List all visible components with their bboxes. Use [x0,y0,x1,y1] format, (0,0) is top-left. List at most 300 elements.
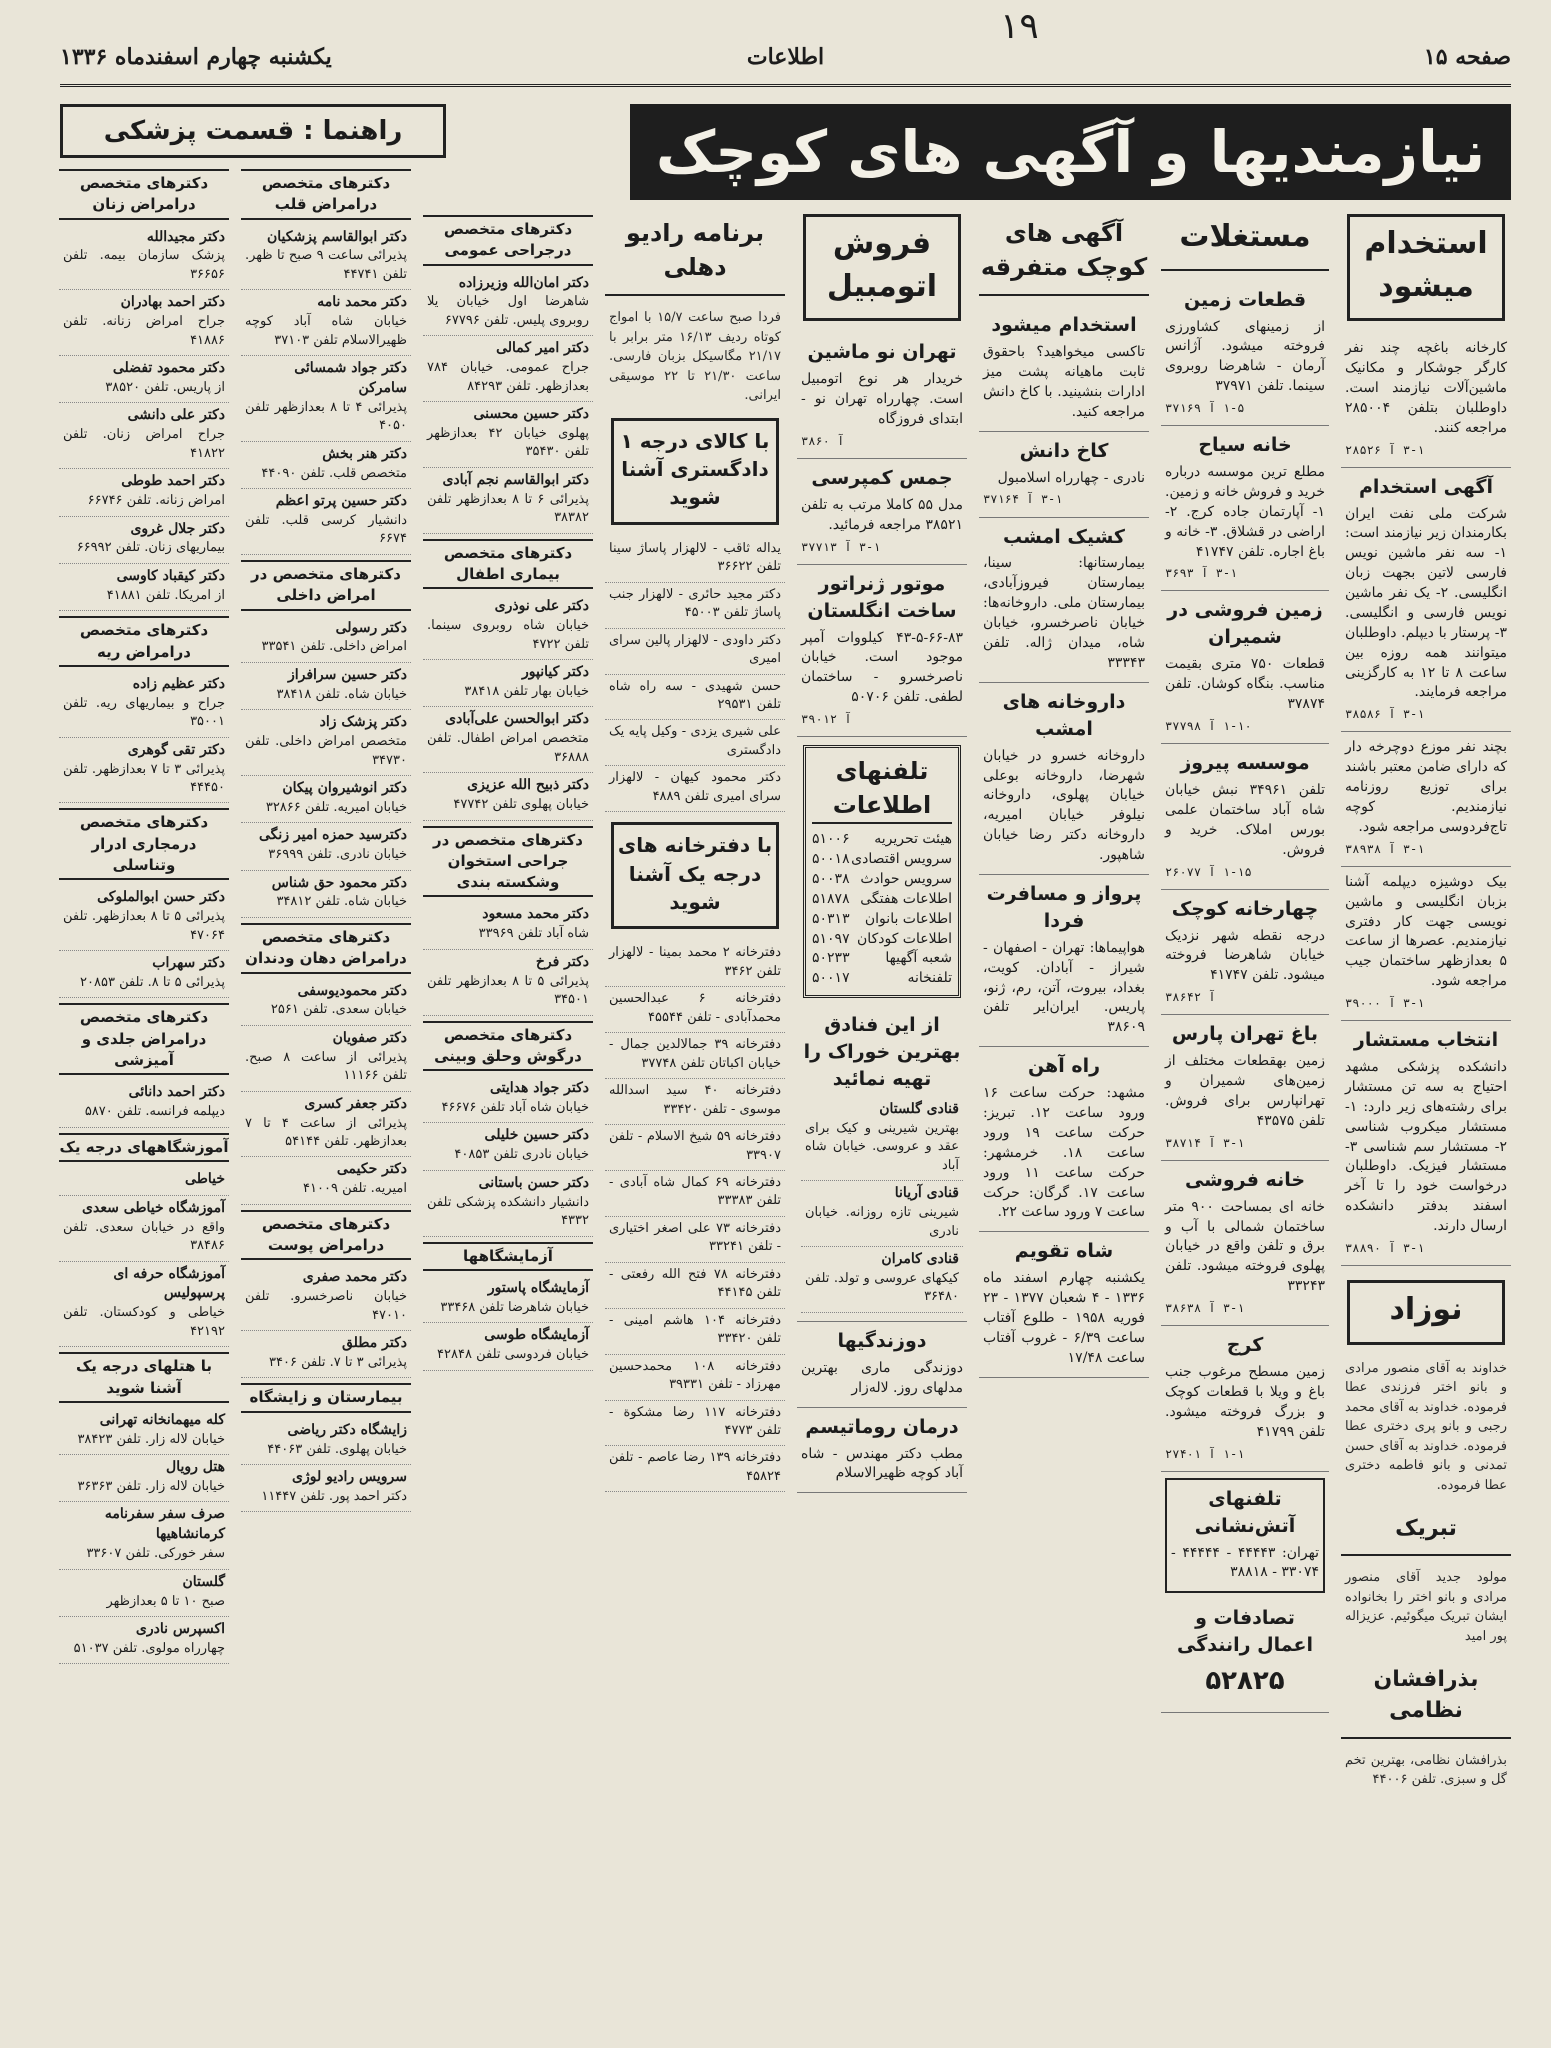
doctor-name: دکتر علی دانشی [127,407,225,424]
doctor-details: دکتر احمد پور. تلفن ۱۱۴۴۷ [261,1488,407,1504]
doctor-listing [241,1265,411,1331]
phone-number: ۵۱۰۹۷ [812,930,850,947]
ad-code: ۱-۱۰ آ ۳۷۷۹۸ [1165,719,1252,734]
specialty-heading: دکترهای متخصص درجراحی عمومی [423,215,593,266]
army-heading: بذرافشان نظامی [1341,1658,1511,1738]
doctor-name: دکتر محمد صفری [302,1269,407,1286]
ad-code: آ ۳۹۰۱۲ [801,712,852,726]
ad-code: ۳-۱ آ ۳۸۹۳۸ [1345,841,1425,856]
doctor-name: دکتر محمودیوسفی [297,982,407,999]
doctor-listing [241,776,411,823]
doctor-name: دکتر امان‌الله وزیرزاده [458,274,589,291]
specialty-heading: دکترهای متخصص درگوش وحلق وبینی [423,1021,593,1072]
doctor-name: دکتر حسین سرافراز [287,666,407,683]
doctor-listing [241,1026,411,1092]
classified-ad [979,518,1149,683]
doctor-details: خیابان سعدی. تلفن ۲۵۶۱ [270,1002,407,1018]
accident-number: ۵۲۸۲۵ [1205,1666,1285,1697]
doctor-details: چهارراه مولوی. تلفن ۵۱۰۳۷ [73,1640,225,1656]
doctor-details: پذیرائی ۳ تا ۷ بعدازظهر. تلفن ۴۴۴۵۰ [63,761,226,795]
doctor-listing [59,1196,229,1262]
ad-code: ۳-۱ آ ۳۸۶۳۸ [1165,1301,1245,1316]
ad-body: قطعات ۷۵۰ متری بقیمت مناسب. بنگاه کوشان. تلفن ۳۷۸۷۴ [1165,656,1325,713]
doctor-name: دکتر حسن باستانی [478,1174,589,1191]
ad-title: قطعات زمین [1183,288,1307,311]
notary-listing: دفترخانه ۶۹ کمال شاه آبادی - تلفن ۳۳۳۸۳ [605,1171,785,1217]
doctor-details: خیابان لاله زار. تلفن ۳۶۳۶۳ [77,1479,225,1495]
doctor-listing [241,1418,411,1465]
doctor-details: خیابان شاه آباد کوچه ظهیرالاسلام تلفن ۳۷۱۰۳ [245,314,407,348]
ad-body: مشهد: حرکت ساعت ۱۶ ورود ساعت ۱۲. تبریز: حرکت ساعت ۱۹ ورود ساعت ۱۸. خرمشهر: حرکت ساعت ۱۱ ورود ساعت ۱۷. گرگان: حرکت ساعت ۷ ورود ساعت ۲۲. [983,1085,1146,1221]
doctor-listing [423,271,593,337]
doctor-details: شاهرضا اول خیابان یلا روبروی پلیس. تلفن ۶۷۷۹۶ [427,294,589,328]
ad-body: زمین مسطح مرغوب جنب باغ و ویلا با قطعات کوچک و بزرگ فروخته میشود. تلفن ۴۱۷۹۹ [1165,1364,1325,1440]
notary-listing: دفترخانه ۴۰ سید اسدالله موسوی - تلفن ۳۳۴۲۰ [605,1079,785,1125]
doctor-listing [59,1617,229,1664]
doctor-details: جراح عمومی. خیابان ۷۸۴ بعدازظهر. تلفن ۸۴۲۹۳ [427,360,589,394]
doctor-name: آزمایشگاه طوسی [484,1327,589,1344]
doctor-listing [423,1123,593,1170]
fire-numbers: تهران: ۴۴۴۴۳ - ۴۴۴۴۴ - ۳۳۰۷۴ - ۳۸۸۱۸ [1171,1544,1319,1581]
column-misc [979,210,1149,2018]
ad-title: جمس کمپرسی [811,466,953,489]
doctor-name: دکتر محمود تفضلی [112,360,225,377]
classified-ad [979,432,1149,518]
doctor-details: خیابان نادری تلفن ۴۰۸۵۳ [454,1147,589,1163]
ad-title: راه آهن [1027,1055,1101,1078]
notary-heading: با دفترخانه های درجه یک آشنا شوید [611,822,779,929]
phone-row [812,969,952,989]
column-doctors-1 [423,210,593,2018]
doctor-name: خیاطی [185,1170,225,1187]
classified-ad [1341,468,1511,733]
pastry-title: از این فنادق بهترین خوراک را تهیه نمائید [803,1014,961,1091]
column-employment [1341,210,1511,2018]
ad-body: داروخانه خسرو در خیابان شهرضا، داروخانه بوعلی خیابان پهلوی، داروخانه نیلوفر خیابان امیریه، داروخانه دکتر رضا خیابان شاهپور. [983,747,1145,864]
phone-row [812,949,952,969]
radio-text: فردا صبح ساعت ۱۵/۷ با امواج کوتاه ردیف ۱۶/۱۳ متر برابر با ۲۱/۱۷ مگاسیکل بزبان فارسی. ساعت ۲۱/۳۰ تا ۲۲ موسیقی ایرانی. [609,310,781,404]
fire-phones [1165,1478,1325,1594]
ad-code: ۳-۱ آ ۳۶۹۳ [1165,566,1238,581]
classified-ad [1341,867,1511,1021]
doctor-listing [423,1171,593,1237]
doctor-name: دکتر هنر بخش [322,445,407,462]
ad-body: خانه ای بمساحت ۹۰۰ متر ساختمان شمالی با آب و برق و تلفن واقع در خیابان پهلوی فروخته میشود. تلفن ۳۳۲۴۳ [1165,1198,1325,1295]
specialty-heading: دکترهای متخصص درامراض دهان ودندان [241,923,411,974]
classified-ad [979,683,1149,875]
doctor-name: صرف سفر سفرنامه کرمانشاهیها [104,1506,225,1543]
lawyer-listing: یداله ثاقب - لالهزار پاساژ سینا تلفن ۳۶۶۲۲ [605,537,785,583]
doctor-details: صبح ۱۰ تا ۵ بعدازظهر [106,1593,225,1609]
pastry-details: کیکهای عروسی و تولد. تلفن ۳۶۴۸۰ [805,1270,959,1305]
calendar-text: یکشنبه چهارم اسفند ماه ۱۳۳۶ - ۴ شعبان ۱۳۷۷ - ۲۳ فوریه ۱۹۵۸ - طلوع آفتاب ساعت ۶/۳۹ - غروب آفتاب ساعت ۱۷/۴۸ [983,1270,1145,1366]
phone-row [812,830,952,850]
doctor-listing [241,710,411,776]
ad-title: خانه فروشی [1184,1168,1306,1191]
masthead [60,36,1511,87]
doctor-details: پذیرائی ۵ تا ۸ بعدازظهر. تلفن ۴۷۰۶۴ [63,909,226,943]
phone-row [812,850,952,870]
doctor-details: پزشک سازمان بیمه. تلفن ۳۶۶۵۶ [63,248,225,282]
classified-ad [1161,890,1329,1016]
ad-title: چهارخانه کوچک [1171,897,1319,920]
phone-number: ۵۱۰۰۶ [812,831,850,848]
doctor-name: دکتر حسین خلیلی [484,1127,589,1144]
tailor-title: دوزندگیها [837,1329,927,1352]
doctor-listing [241,1465,411,1512]
specialty-heading: دکترهای متخصص درمجاری ادرار وتناسلی [59,808,229,880]
classified-ad [1161,281,1329,427]
doctor-listing [59,1455,229,1502]
rheumatism-title: درمان روماتیسم [805,1415,959,1438]
column-real-estate [1161,210,1329,2018]
notary-listing: دفترخانه ۵۹ شیخ الاسلام - تلفن ۳۳۹۰۷ [605,1125,785,1171]
doctor-details: دیپلمه فرانسه. تلفن ۵۸۷۰ [84,1104,225,1120]
doctor-details: سفر خورکی. تلفن ۳۳۶۰۷ [86,1546,225,1562]
doctor-listing [241,356,411,442]
section-title: نیازمندیها و آگهی های کوچک [630,104,1511,200]
calendar-box [979,1232,1149,1377]
ad-title: آگهی استخدام [1358,475,1493,498]
pastry-shop [801,1097,963,1181]
ad-code: ۱-۱۵ آ ۲۶۰۷۷ [1165,864,1252,879]
doctor-name: دکتر رسولی [335,619,407,636]
doctor-details: خیابان فردوسی تلفن ۴۲۸۴۸ [437,1347,589,1363]
lawyers-heading: با کالای درجه ۱ دادگستری آشنا شوید [611,418,779,525]
specialty-heading: دکترهای متخصص در جراحی استخوان وشکسته بندی [423,826,593,898]
ad-title: پرواز و مسافرت فردا [986,882,1142,932]
notary-listing: دفترخانه ۷۸ فتح الله رفعتی - تلفن ۴۴۱۴۵ [605,1263,785,1309]
doctor-name: دکتر محمد مسعود [482,906,589,923]
ad-title: انتخاب مستشار [1353,1029,1499,1052]
doctor-listing [59,517,229,564]
doctor-name: دکتر مطلق [341,1335,407,1352]
lawyer-listing: دکتر داودی - لالهزار پالین سرای امیری [605,629,785,675]
specialty-heading: دکترهای متخصص در امراض داخلی [241,560,411,611]
notary-listing: دفترخانه ۱۳۹ رضا عاصم - تلفن ۴۵۸۲۴ [605,1446,785,1492]
pastry-name: قنادی آریانا [894,1185,959,1202]
notary-listing: دفترخانه ۱۱۷ رضا مشکوة - تلفن ۴۷۷۳ [605,1401,785,1447]
tailor-text: دوزندگی ماری بهترین مدلهای روز. لاله‌زار [801,1359,963,1396]
doctor-name: دکتر تقی گوهری [127,741,225,758]
doctor-name: هتل رویال [166,1459,225,1476]
ad-body: مدل ۵۵ کاملا مرتب به تلفن ۳۸۵۲۱ مراجعه فرمائید. [801,496,963,533]
doctor-details: پذیرائی ساعت ۹ صبح تا ظهر. تلفن ۴۴۷۴۱ [245,248,407,282]
doctor-details: خیابان شاه روبروی سینما. تلفن ۴۷۲۲ [427,618,589,652]
ad-body: بچند نفر موزع دوچرخه دار که دارای ضامن معتبر باشند برای توزیع روزنامه نیازمندیم. کوچه تاج‌فردوسی مراجعه شود. [1345,739,1507,835]
doctor-listing [423,660,593,707]
phone-row [812,870,952,890]
doctor-name: دکتر جواد هدایتی [489,1080,589,1097]
doctor-name: آزمایشگاه پاستور [487,1279,589,1296]
pastry-shop [801,1181,963,1247]
ad-body: تلفن ۳۴۹۶۱ نبش خیابان شاه آباد ساختمان علمی بورس املاک. خرید و فروش. [1165,782,1325,858]
doctor-details: پذیرائی ۵ تا ۸ بعدازظهر تلفن ۳۴۵۰۱ [427,973,589,1008]
doctor-name: دکتر جلال غروی [130,520,225,537]
specialty-heading: دکترهای متخصص درامراض قلب [241,169,411,220]
pastry-section [797,1006,967,1322]
tailor-ad [797,1322,967,1408]
doctor-name: دکتر امیر کمالی [496,340,589,357]
doctor-details: شاه آباد تلفن ۳۳۹۶۹ [478,926,589,942]
doctor-details: متخصص امراض داخلی. تلفن ۳۴۷۳۰ [245,734,407,768]
doctor-details: خیاطی و کودکستان. تلفن ۴۲۱۹۲ [63,1305,225,1339]
doctor-listing [423,1076,593,1123]
phone-label: اطلاعات هفتگی [860,890,952,907]
doctor-listing [59,1080,229,1127]
specialty-heading: دکترهای متخصص درامراض ریه [59,616,229,667]
doctor-details: بیماریهای زنان. تلفن ۶۶۹۹۲ [76,540,225,556]
doctor-listing [423,468,593,534]
column-doctors-2 [241,164,411,2018]
doctor-details: پذیرائی ۶ تا ۸ بعدازظهر تلفن ۳۸۳۸۲ [427,491,589,526]
doctor-details: خیابان شاه. تلفن ۳۴۸۱۲ [276,894,407,910]
ad-title: کاخ دانش [1019,439,1109,462]
doctor-name: دکتر کیانپور [522,664,589,681]
ad-body: تاکسی میخواهید؟ باحقوق ثابت ماهیانه پشت میز ادارات بنشینید. با کاخ دانش مراجعه کنید. [983,344,1145,420]
fire-title: تلفنهای آتش‌نشانی [1194,1487,1296,1537]
ad-code: ۳-۱ آ ۳۹۰۰۰ [1345,996,1425,1010]
phone-label: سرویس حوادث [860,870,952,887]
doctor-listing [59,672,229,738]
radio-heading: برنامه رادیو دهلی [605,210,785,296]
doctor-name: دکتر حکیمی [336,1161,407,1178]
doctor-details: از امریکا. تلفن ۴۱۸۸۱ [106,587,225,603]
pastry-details: بهترین شیرینی و کیک برای عقد و عروسی. خیابان شاه آباد [805,1120,959,1173]
doctor-details: خیابان پهلوی. تلفن ۴۴۰۶۳ [267,1441,407,1457]
handwritten-mark: ۱۹ [1000,6,1039,47]
doctor-details: متخصص قلب. تلفن ۴۴۰۹۰ [261,465,407,481]
ad-body: بیک دوشیزه دیپلمه آشنا بزبان انگلیسی و ماشین نویسی جهت کار دفتری نیازمندیم. عصرها از ساعت ۵ بعدازظهر ساختمان جیب مراجعه شود. [1345,873,1507,990]
doctor-details: جراح امراض زنان. تلفن ۴۱۸۲۲ [63,427,225,461]
doctor-listing [241,663,411,710]
doctor-listing [241,1157,411,1204]
doctor-listing [59,290,229,356]
doctor-listing [59,1167,229,1196]
classified-ad [1341,732,1511,866]
doctor-name: زایشگاه دکتر ریاضی [287,1421,407,1438]
lawyer-listing: دکتر محمود کیهان - لالهزار سرای امیری تلفن ۴۸۸۹ [605,766,785,812]
doctor-name: دکتر عظیم زاده [132,675,225,692]
ad-title: کرج [1226,1334,1264,1357]
doctor-listing [59,951,229,998]
doctor-details: خیابان شاه آباد تلفن ۴۶۶۷۶ [441,1100,589,1115]
column-doctors-3 [59,164,229,2018]
doctor-details: پذیرائی از ساعت ۴ تا ۷ بعدازظهر. تلفن ۵۴۱۴۴ [245,1115,407,1149]
doctor-listing [241,442,411,489]
army-text: بذرافشان نظامی، بهترین تخم گل و سبزی. تلفن ۴۴۰۰۶ [1345,1752,1507,1788]
doctor-details: خیابان نادری. تلفن ۳۶۹۹۹ [268,847,407,863]
doctor-listing [59,1262,229,1348]
ad-body: دانشکده پزشکی مشهد احتیاج به سه تن مستشار برای رشته‌های زیر دارد: ۱- مستشار میکروب شناسی ۲- مستشار سم شناسی ۳- مستشار فیزیک. داوطلبان درخواست خود را تا آخر اسفند بدفتر دانشکده ارسال دارند. [1345,1059,1507,1234]
notary-listing: دفترخانه ۶ عبدالحسین محمدآبادی - تلفن ۴۵۵۴۴ [605,987,785,1033]
pastry-name: قنادی کامران [881,1251,959,1268]
ad-title: خانه سیاح [1198,434,1292,457]
ad-code: ۳-۱ آ ۳۸۵۸۶ [1345,707,1425,722]
specialty-heading: دکترهای متخصص درامراض جلدی و آمیزشی [59,1003,229,1075]
classified-ad [1161,1326,1329,1472]
doctor-name: دکتر جواد شمسائی سامرکن [294,360,407,397]
ad-code: ۳-۱ آ ۳۷۱۶۴ [983,492,1063,507]
doctor-name: دکتر حسین پرتو اعظم [275,493,407,510]
lawyer-listing: دکتر مجید حائری - لالهزار جنب پاساژ تلفن ۴۵۰۰۳ [605,583,785,629]
phone-label: اطلاعات بانوان [864,910,952,927]
phone-label: سرویس اقتصادی [851,851,952,868]
specialty-heading: با هتلهای درجه یک آشنا شوید [59,1352,229,1403]
ad-title: کشیک امشب [1003,525,1125,548]
doctor-details: پذیرائی از ساعت ۸ صبح. تلفن ۱۱۱۶۶ [245,1049,407,1084]
doctor-details: امراض داخلی. تلفن ۳۳۵۴۱ [261,639,407,655]
classified-ad [1341,333,1511,467]
column-cars [797,210,967,2018]
phone-label: شعبه آگهیها [885,950,952,967]
ad-code: ۱-۵ آ ۳۷۱۶۹ [1165,401,1245,416]
phone-label: تلفنخانه [907,970,952,987]
phone-label: اطلاعات کودکان [857,930,952,947]
ad-code: ۳-۱ آ ۳۷۷۱۳ [801,539,881,554]
doctor-name: دکتر احمد دانائی [128,1084,225,1101]
doctor-listing [59,564,229,611]
notary-listing: دفترخانه ۳۹ جمالالدین جمال - خیابان اکباتان تلفن ۳۷۷۴۸ [605,1033,785,1079]
doctor-details: از پاریس. تلفن ۳۸۵۲۰ [105,380,225,396]
classified-ad [797,333,967,459]
doctor-name: کله میهمانخانه تهرانی [99,1411,225,1428]
doctor-listing [423,336,593,402]
phone-row [812,890,952,910]
doctor-listing [59,1502,229,1569]
doctor-listing [241,225,411,291]
ad-title: تهران نو ماشین [807,341,957,364]
doctor-name: دکتر ابوالقاسم پزشکیان [266,228,407,245]
pastry-details: شیرینی تازه روزانه. خیابان نادری [805,1205,959,1239]
congrats-heading: تبریک [1341,1507,1511,1556]
pastry-shop [801,1247,963,1313]
doctor-listing [423,402,593,468]
doctor-name: دکتر محمد نامه [317,294,407,311]
doctor-details: جراح امراض زنانه. تلفن ۴۱۸۸۶ [63,314,225,348]
doctor-name: دکتر احمد بهادران [120,294,225,311]
doctor-details: پهلوی خیابان ۴۲ بعدازظهر تلفن ۳۵۴۳۰ [427,426,589,460]
column-heading: آگهی های کوچک متفرقه [979,210,1149,296]
doctor-details: متخصص امراض اطفال. تلفن ۳۶۸۸۸ [427,731,589,765]
ad-title: موسسه پیروز [1180,752,1310,775]
doctor-name: دکتر انوشیروان پیکان [282,779,407,796]
phone-label: هیئت تحریریه [874,831,952,848]
doctor-name: اکسپرس نادری [135,1621,225,1638]
doctor-listing [241,489,411,555]
calendar-title: شاه تقویم [1014,1240,1114,1263]
birth-heading: نوزاد [1347,1280,1505,1345]
doctor-details: خیابان امیریه. تلفن ۳۲۸۶۶ [265,799,407,815]
ad-body: ۴۳-۵-۶۶-۸۳ کیلووات آمپر موجود است. خیابان ناصرخسرو - ساختمان لطفی. تلفن ۵۰۷۰۶ [801,629,963,706]
specialty-heading: دکترهای متخصص درامراض پوست [241,1210,411,1261]
phone-row [812,930,952,950]
doctor-listing [423,950,593,1016]
classified-ad [979,1047,1149,1232]
ad-title: زمین فروشی در شمیران [1167,599,1323,649]
classified-ad [1161,591,1329,744]
ad-title: استخدام میشود [991,314,1137,337]
ad-code: آ ۳۸۶۴۲ [1165,990,1216,1005]
lawyer-listing: حسن شهیدی - سه راه شاه تلفن ۲۹۵۳۱ [605,675,785,721]
ad-body: شرکت ملی نفت ایران بکارمندان زیر نیازمند است: ۱- سه نفر ماشین نویس فارسی لاتین بجهت زبان انگلیسی. ۲- یک نفر ماشین نویس فارسی و انگلیسی. ۳- پرستار با دیپلم. داوطلبان میتوانند همه روزه بین ساعت ۸ تا ۱۲ به کارگزینی مراجعه فرمایند. [1345,505,1508,701]
doctor-listing [241,1331,411,1378]
specialty-heading: دکترهای متخصص بیماری اطفال [423,539,593,590]
doctor-details: امیریه. تلفن ۴۱۰۰۹ [303,1181,407,1197]
classified-ad [797,565,967,737]
ad-code: ۳-۱ آ ۳۸۷۱۴ [1165,1135,1245,1150]
doctor-details: خیابان لاله زار. تلفن ۳۸۴۲۳ [77,1431,225,1447]
doctor-details: خیابان ناصرخسرو. تلفن ۴۷۰۱۰ [245,1289,407,1323]
doctor-name: آموزشگاه حرفه ای پرسپولیس [113,1265,225,1302]
ad-code: ۳-۱ آ ۲۸۵۲۶ [1345,442,1425,457]
phone-number: ۵۰۰۳۸ [812,870,850,887]
phone-number: ۵۰۰۱۸ [812,851,850,868]
doctor-details: پذیرائی ۴ تا ۸ بعدازظهر تلفن ۴۰۵۰ [245,399,407,434]
phone-number: ۵۱۸۷۸ [812,890,850,907]
doctor-details: خیابان شاه. تلفن ۳۸۴۱۸ [276,686,407,702]
ad-title: داروخانه های امشب [1002,690,1126,740]
doctor-name: دکتر سهراب [152,955,225,972]
phone-row [812,910,952,930]
newspaper-phones [803,745,961,998]
ad-body: از زمینهای کشاورزی فروخته میشود. آژانس آرمان - شاهرضا روبروی سینما. تلفن ۳۷۹۷۱ [1165,318,1325,395]
doctor-name: دکتر صفویان [332,1029,407,1046]
phone-number: ۵۰۰۱۷ [812,970,850,987]
column-heading: مستغلات [1161,210,1329,271]
doctor-listing [423,773,593,820]
birth-text: خداوند به آقای منصور مرادی و بانو اختر فرزندی عطا فرموده. خداوند به آقای محمد رجبی و بانو پری دختری عطا فرموده. خداوند به آقای حسن تمدنی و بانو فاطمه دختری عطا فرموده. [1345,1360,1507,1493]
rheumatism-text: مطب دکتر مهندس - شاه آباد کوچه ظهیرالاسلام [801,1445,963,1482]
doctor-listing [241,1092,411,1158]
doctor-listing [241,616,411,663]
ad-body: هواپیماها: تهران - اصفهان - شیراز - آبادان. کویت، بغداد، بیروت، آتن، رم، ژنو، پاریس. ایران‌ایر تلفن ۳۸۶۰۹ [983,939,1145,1036]
doctor-listing [59,225,229,291]
doctor-listing [241,823,411,870]
ad-body: نادری - چهارراه اسلامبول [997,469,1145,486]
classified-ad [979,306,1149,431]
classified-ad [1161,426,1329,591]
ad-body: خریدار هر نوع اتومبیل است. چهارراه تهران نو - ابتدای فروزگاه [801,371,963,427]
specialty-heading: دکترهای متخصص درامراض زنان [59,169,229,220]
doctor-name: آموزشگاه خیاطی سعدی [82,1199,225,1216]
classified-ad [1161,1161,1329,1326]
classified-ad [1341,1021,1511,1266]
doctor-listing [59,1570,229,1617]
doctor-listing [241,871,411,918]
doctor-name: دکتر فرخ [535,953,589,970]
pastry-name: قنادی گلستان [879,1101,959,1118]
rheumatism-ad [797,1408,967,1494]
specialty-heading: بیمارستان و زایشگاه [241,1383,411,1412]
doctor-listing [241,979,411,1026]
classified-ad [1161,1015,1329,1161]
doctor-listing [59,738,229,804]
doctor-listing [59,885,229,951]
doctor-details: خیابان پهلوی تلفن ۴۷۷۴۲ [453,797,589,813]
ad-title: موتور ژنراتور ساخت انگلستان [807,572,957,622]
accident-phones [1161,1599,1329,1713]
specialty-heading: آموزشگاههای درجه یک [59,1133,229,1162]
doctor-details: پذیرائی ۳ تا ۷. تلفن ۳۴۰۶ [269,1355,407,1370]
doctor-details: امراض زنانه. تلفن ۶۶۷۴۶ [87,493,225,509]
classified-ad [979,875,1149,1047]
ad-code: ۱-۱ آ ۲۷۴۰۱ [1165,1446,1245,1461]
phones-title: تلفنهای اطلاعات [812,754,952,824]
doctor-listing [423,707,593,773]
notary-listing: دفترخانه ۱۰۸ محمدحسین مهرزاد - تلفن ۳۹۳۳۱ [605,1355,785,1401]
medical-guide-title: راهنما : قسمت پزشکی [60,104,446,158]
